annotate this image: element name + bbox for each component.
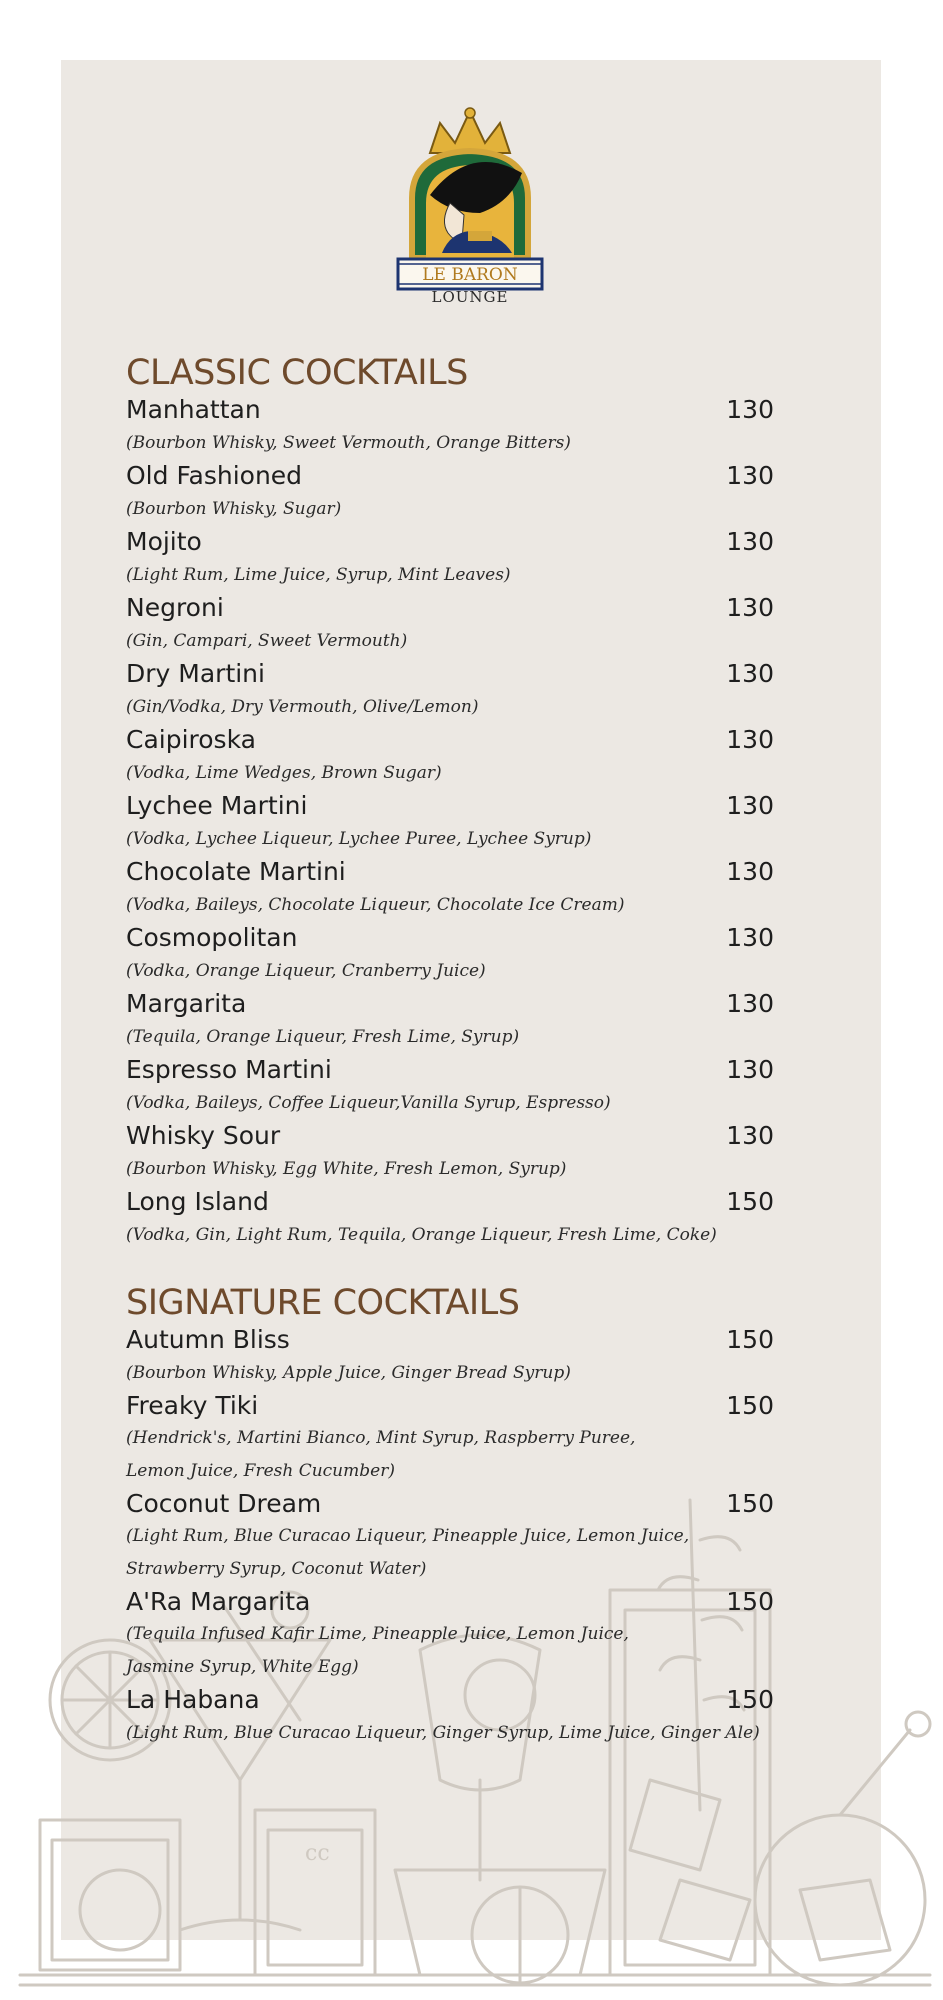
menu-item — [126, 724, 774, 790]
item-description: (Gin/Vodka, Dry Vermouth, Olive/Lemon) — [126, 697, 479, 717]
item-name: Dry Martini — [126, 659, 265, 688]
item-name: La Habana — [126, 1685, 260, 1714]
item-price: 130 — [726, 593, 774, 622]
item-description-line-2: Strawberry Syrup, Coconut Water) — [126, 1559, 427, 1579]
item-price: 130 — [726, 725, 774, 754]
menu-item — [126, 394, 774, 460]
item-name: Manhattan — [126, 395, 261, 424]
item-description: (Bourbon Whisky, Sweet Vermouth, Orange Bitters) — [126, 433, 571, 453]
item-price: 150 — [726, 1325, 774, 1354]
item-name: Mojito — [126, 527, 202, 556]
item-price: 150 — [726, 1685, 774, 1714]
item-name: Negroni — [126, 593, 224, 622]
item-price: 150 — [726, 1587, 774, 1616]
le-baron-logo — [390, 103, 550, 303]
item-description: (Bourbon Whisky, Egg White, Fresh Lemon, Syrup) — [126, 1159, 567, 1179]
item-name: Old Fashioned — [126, 461, 303, 490]
menu-item — [126, 988, 774, 1054]
item-description: (Vodka, Gin, Light Rum, Tequila, Orange Liqueur, Fresh Lime, Coke) — [126, 1225, 717, 1245]
menu-item — [126, 1684, 774, 1750]
item-price: 150 — [726, 1391, 774, 1420]
item-price: 130 — [726, 857, 774, 886]
section-title: CLASSIC COCKTAILS — [126, 353, 468, 393]
item-description: (Tequila, Orange Liqueur, Fresh Lime, Syrup) — [126, 1027, 520, 1047]
menu-item — [126, 790, 774, 856]
item-price: 130 — [726, 659, 774, 688]
menu-item — [126, 1186, 774, 1252]
item-description: (Vodka, Baileys, Chocolate Liqueur, Chocolate Ice Cream) — [126, 895, 625, 915]
item-description: (Tequila Infused Kafir Lime, Pineapple Juice, Lemon Juice, — [126, 1624, 629, 1644]
item-description: (Hendrick's, Martini Bianco, Mint Syrup, Raspberry Puree, — [126, 1428, 636, 1448]
item-price: 130 — [726, 461, 774, 490]
item-price: 150 — [726, 1489, 774, 1518]
item-name: Whisky Sour — [126, 1121, 281, 1150]
item-price: 130 — [726, 395, 774, 424]
menu-item — [126, 460, 774, 526]
item-price: 130 — [726, 1121, 774, 1150]
menu-item — [126, 592, 774, 658]
item-price: 130 — [726, 989, 774, 1018]
menu-item — [126, 1390, 774, 1488]
menu-item — [126, 1054, 774, 1120]
item-name: Lychee Martini — [126, 791, 308, 820]
item-price: 130 — [726, 527, 774, 556]
item-price: 130 — [726, 1055, 774, 1084]
item-description: (Gin, Campari, Sweet Vermouth) — [126, 631, 408, 651]
item-description-line-2: Jasmine Syrup, White Egg) — [126, 1657, 359, 1677]
section-classic-cocktails — [126, 352, 774, 1252]
item-name: Chocolate Martini — [126, 857, 346, 886]
menu-item — [126, 658, 774, 724]
item-description: (Light Rum, Blue Curacao Liqueur, Pineapple Juice, Lemon Juice, — [126, 1526, 690, 1546]
item-description-line-2: Lemon Juice, Fresh Cucumber) — [126, 1461, 395, 1481]
item-name: Cosmopolitan — [126, 923, 298, 952]
item-description: (Light Rum, Blue Curacao Liqueur, Ginger Syrup, Lime Juice, Ginger Ale) — [126, 1723, 760, 1743]
menu-item — [126, 856, 774, 922]
item-description: (Bourbon Whisky, Sugar) — [126, 499, 342, 519]
item-price: 130 — [726, 923, 774, 952]
item-name: Autumn Bliss — [126, 1325, 290, 1354]
item-description: (Light Rum, Lime Juice, Syrup, Mint Leaves) — [126, 565, 511, 585]
item-price: 130 — [726, 791, 774, 820]
item-name: Margarita — [126, 989, 247, 1018]
item-name: Caipiroska — [126, 725, 256, 754]
item-description: (Vodka, Lime Wedges, Brown Sugar) — [126, 763, 442, 783]
item-price: 150 — [726, 1187, 774, 1216]
item-name: Coconut Dream — [126, 1489, 322, 1518]
item-name: Freaky Tiki — [126, 1391, 259, 1420]
item-name: Espresso Martini — [126, 1055, 332, 1084]
menu-item — [126, 1488, 774, 1586]
brand-name: LE BARON — [422, 265, 518, 285]
menu-item — [126, 526, 774, 592]
item-description: (Vodka, Lychee Liqueur, Lychee Puree, Lychee Syrup) — [126, 829, 592, 849]
menu-item — [126, 1586, 774, 1684]
menu-item — [126, 1120, 774, 1186]
item-name: A'Ra Margarita — [126, 1587, 311, 1616]
item-description: (Bourbon Whisky, Apple Juice, Ginger Bread Syrup) — [126, 1363, 571, 1383]
item-name: Long Island — [126, 1187, 269, 1216]
item-description: (Vodka, Orange Liqueur, Cranberry Juice) — [126, 961, 486, 981]
svg-text:cc: cc — [305, 1841, 330, 1866]
brand-subtitle: LOUNGE — [431, 288, 509, 306]
item-description: (Vodka, Baileys, Coffee Liqueur,Vanilla Syrup, Espresso) — [126, 1093, 611, 1113]
menu-item — [126, 922, 774, 988]
section-title: SIGNATURE COCKTAILS — [126, 1283, 520, 1323]
menu-item — [126, 1324, 774, 1390]
section-signature-cocktails — [126, 1282, 774, 1750]
